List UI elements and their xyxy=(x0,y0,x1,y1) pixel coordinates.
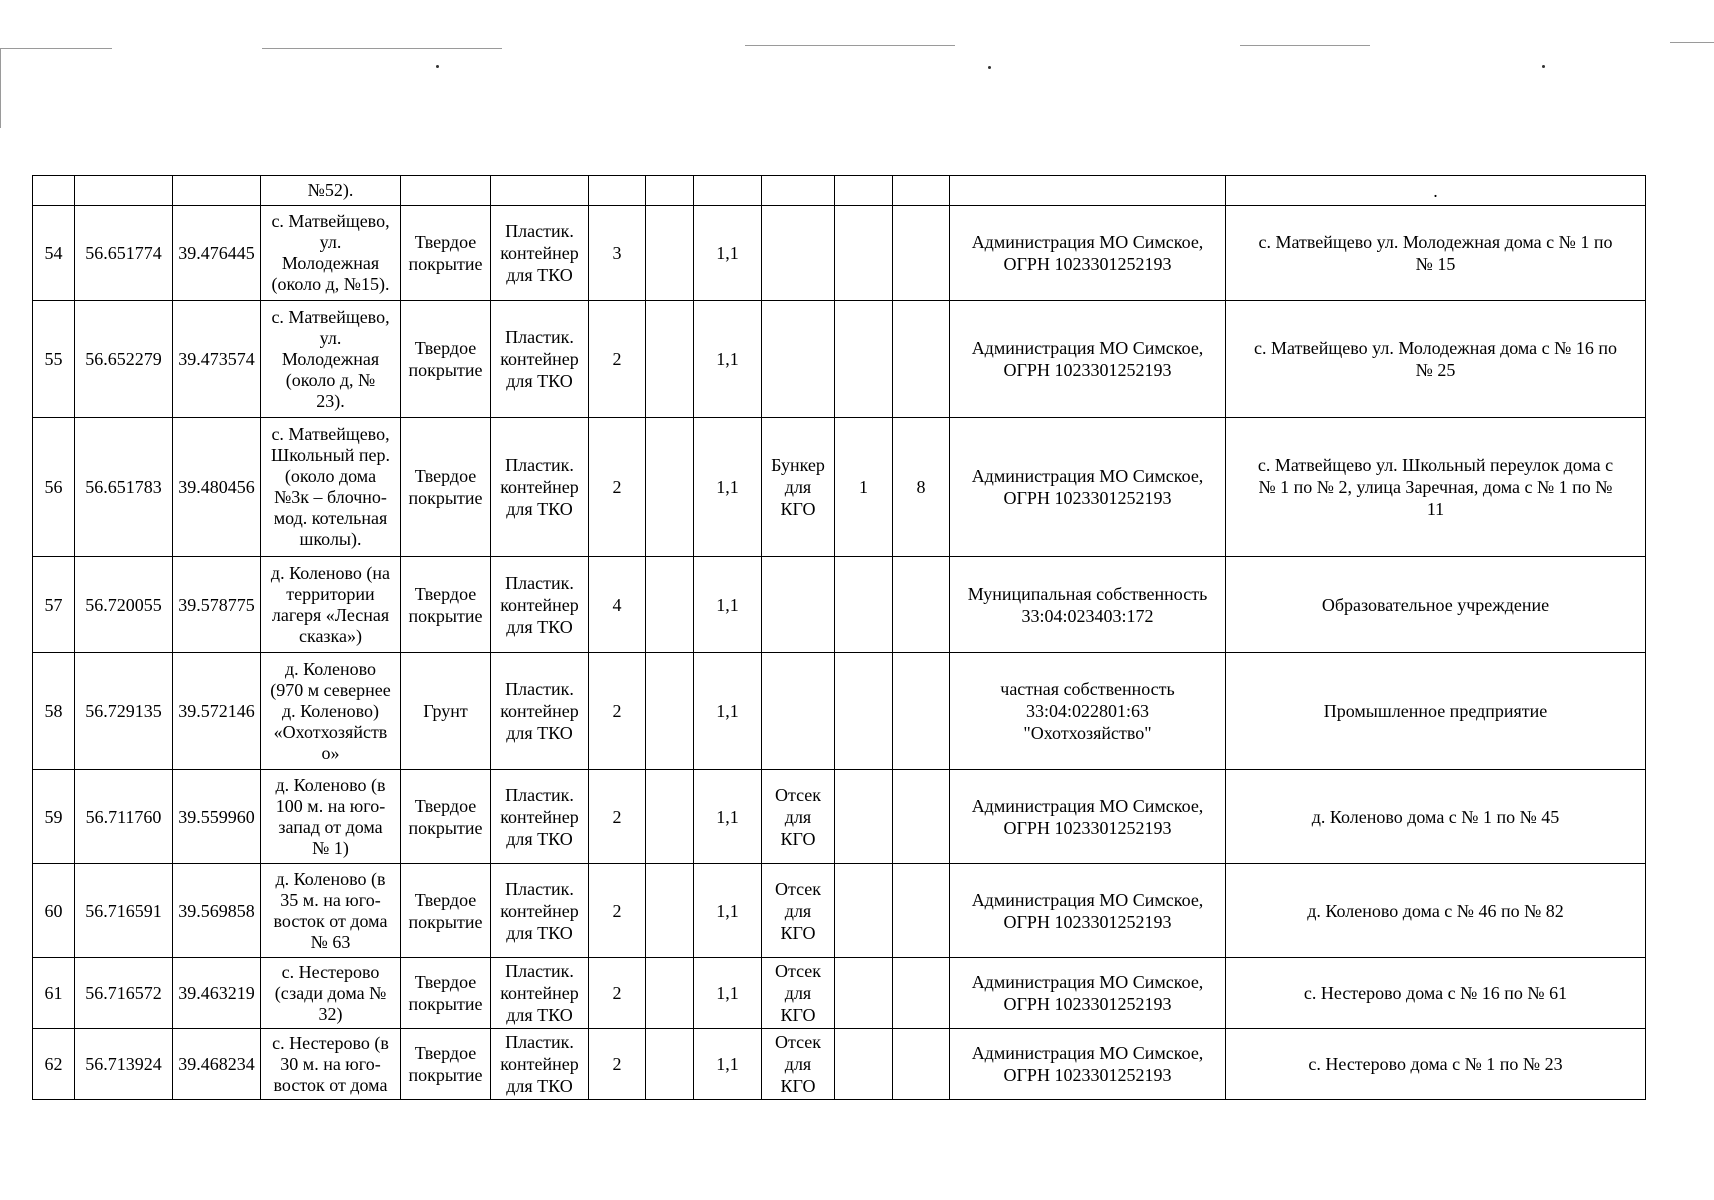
bulky-waste-storage-cell xyxy=(762,176,835,206)
row-number-cell: 55 xyxy=(33,301,75,418)
bulky-waste-volume-cell xyxy=(893,301,950,418)
longitude-cell: 39.572146 xyxy=(173,653,261,770)
bulky-waste-volume-cell xyxy=(893,958,950,1029)
scan-artifact-dot xyxy=(436,65,439,68)
surface-type-cell: Твердое покрытие xyxy=(401,301,491,418)
surface-type-cell: Твердое покрытие xyxy=(401,770,491,864)
served-sources-cell: с. Матвейщево ул. Школьный переулок дома с № 1 по № 2, улица Заречная, дома с № 1 по № 11 xyxy=(1226,418,1646,557)
longitude-cell: 39.578775 xyxy=(173,557,261,653)
served-sources-cell: Образовательное учреждение xyxy=(1226,557,1646,653)
bulky-waste-storage-cell: Отсек для КГО xyxy=(762,1029,835,1100)
container-count-planned-cell xyxy=(646,206,694,301)
scan-artifact-line xyxy=(1240,45,1370,46)
latitude-cell: 56.716572 xyxy=(75,958,173,1029)
container-type-cell: Пластик. контейнер для ТКО xyxy=(491,557,589,653)
site-owner-cell: Муниципальная собственность 33:04:023403:172 xyxy=(950,557,1226,653)
bulky-waste-count-cell xyxy=(835,1029,893,1100)
table-row xyxy=(33,301,1646,418)
container-count-cell: 2 xyxy=(589,958,646,1029)
bulky-waste-storage-cell xyxy=(762,206,835,301)
site-address-cell: №52). xyxy=(261,176,401,206)
site-owner-cell: Администрация МО Симское, ОГРН 1023301252193 xyxy=(950,770,1226,864)
bulky-waste-count-cell xyxy=(835,864,893,958)
bulky-waste-volume-cell xyxy=(893,653,950,770)
scan-artifact-line xyxy=(1670,42,1714,43)
bulky-waste-storage-cell: Отсек для КГО xyxy=(762,864,835,958)
site-owner-cell: Администрация МО Симское, ОГРН 1023301252193 xyxy=(950,958,1226,1029)
site-address-cell: с. Матвейщево, Школьный пер. (около дома №3к – блочно- мод. котельная школы). xyxy=(261,418,401,557)
scan-artifact-line xyxy=(262,48,502,49)
surface-type-cell: Твердое покрытие xyxy=(401,1029,491,1100)
surface-type-cell: Твердое покрытие xyxy=(401,418,491,557)
bulky-waste-count-cell xyxy=(835,301,893,418)
latitude-cell xyxy=(75,176,173,206)
bulky-waste-volume-cell xyxy=(893,176,950,206)
table-row xyxy=(33,557,1646,653)
served-sources-cell: д. Коленово дома с № 1 по № 45 xyxy=(1226,770,1646,864)
table-row xyxy=(33,1029,1646,1100)
container-type-cell xyxy=(491,176,589,206)
surface-type-cell: Твердое покрытие xyxy=(401,864,491,958)
site-address-cell: д. Коленово (в 35 м. на юго- восток от дома № 63 xyxy=(261,864,401,958)
container-volume-cell: 1,1 xyxy=(694,958,762,1029)
surface-type-cell: Твердое покрытие xyxy=(401,206,491,301)
bulky-waste-volume-cell xyxy=(893,864,950,958)
table-row xyxy=(33,770,1646,864)
container-volume-cell: 1,1 xyxy=(694,653,762,770)
container-count-planned-cell xyxy=(646,770,694,864)
longitude-cell: 39.569858 xyxy=(173,864,261,958)
latitude-cell: 56.729135 xyxy=(75,653,173,770)
site-address-cell: с. Матвейщево, ул. Молодежная (около д, №15). xyxy=(261,206,401,301)
bulky-waste-volume-cell: 8 xyxy=(893,418,950,557)
container-volume-cell: 1,1 xyxy=(694,770,762,864)
latitude-cell: 56.713924 xyxy=(75,1029,173,1100)
bulky-waste-storage-cell xyxy=(762,301,835,418)
bulky-waste-storage-cell: Отсек для КГО xyxy=(762,958,835,1029)
container-count-cell: 2 xyxy=(589,864,646,958)
served-sources-cell: с. Нестерово дома с № 1 по № 23 xyxy=(1226,1029,1646,1100)
container-count-planned-cell xyxy=(646,653,694,770)
container-count-planned-cell xyxy=(646,1029,694,1100)
container-type-cell: Пластик. контейнер для ТКО xyxy=(491,418,589,557)
container-type-cell: Пластик. контейнер для ТКО xyxy=(491,864,589,958)
container-count-cell: 2 xyxy=(589,1029,646,1100)
site-owner-cell: Администрация МО Симское, ОГРН 1023301252193 xyxy=(950,1029,1226,1100)
scan-artifact-edge xyxy=(0,48,1,128)
table-row xyxy=(33,864,1646,958)
container-count-cell: 3 xyxy=(589,206,646,301)
bulky-waste-storage-cell: Бункер для КГО xyxy=(762,418,835,557)
table-row xyxy=(33,958,1646,1029)
bulky-waste-count-cell xyxy=(835,176,893,206)
container-volume-cell: 1,1 xyxy=(694,206,762,301)
container-type-cell: Пластик. контейнер для ТКО xyxy=(491,770,589,864)
bulky-waste-count-cell xyxy=(835,206,893,301)
row-number-cell: 56 xyxy=(33,418,75,557)
bulky-waste-count-cell xyxy=(835,653,893,770)
bulky-waste-storage-cell: Отсек для КГО xyxy=(762,770,835,864)
latitude-cell: 56.711760 xyxy=(75,770,173,864)
latitude-cell: 56.716591 xyxy=(75,864,173,958)
bulky-waste-count-cell xyxy=(835,958,893,1029)
scan-artifact-dot xyxy=(1542,65,1545,68)
latitude-cell: 56.720055 xyxy=(75,557,173,653)
bulky-waste-storage-cell xyxy=(762,557,835,653)
waste-sites-table xyxy=(32,175,1646,1100)
bulky-waste-storage-cell xyxy=(762,653,835,770)
site-owner-cell: частная собственность 33:04:022801:63 "Охотхозяйство" xyxy=(950,653,1226,770)
row-number-cell xyxy=(33,176,75,206)
container-count-cell: 2 xyxy=(589,418,646,557)
site-owner-cell xyxy=(950,176,1226,206)
longitude-cell: 39.468234 xyxy=(173,1029,261,1100)
site-address-cell: с. Нестерово (в 30 м. на юго- восток от дома xyxy=(261,1029,401,1100)
container-count-cell: 4 xyxy=(589,557,646,653)
surface-type-cell: Грунт xyxy=(401,653,491,770)
container-type-cell: Пластик. контейнер для ТКО xyxy=(491,301,589,418)
container-count-cell: 2 xyxy=(589,301,646,418)
container-volume-cell xyxy=(694,176,762,206)
site-owner-cell: Администрация МО Симское, ОГРН 1023301252193 xyxy=(950,301,1226,418)
table-row xyxy=(33,206,1646,301)
table-row xyxy=(33,653,1646,770)
served-sources-cell: д. Коленово дома с № 46 по № 82 xyxy=(1226,864,1646,958)
surface-type-cell: Твердое покрытие xyxy=(401,958,491,1029)
site-owner-cell: Администрация МО Симское, ОГРН 1023301252193 xyxy=(950,864,1226,958)
table-row xyxy=(33,418,1646,557)
container-count-cell: 2 xyxy=(589,653,646,770)
site-address-cell: д. Коленово (в 100 м. на юго- запад от дома № 1) xyxy=(261,770,401,864)
row-number-cell: 54 xyxy=(33,206,75,301)
scan-artifact-line xyxy=(0,48,112,49)
row-number-cell: 59 xyxy=(33,770,75,864)
container-volume-cell: 1,1 xyxy=(694,301,762,418)
longitude-cell: 39.559960 xyxy=(173,770,261,864)
container-count-planned-cell xyxy=(646,301,694,418)
container-count-cell: 2 xyxy=(589,770,646,864)
longitude-cell: 39.476445 xyxy=(173,206,261,301)
container-type-cell: Пластик. контейнер для ТКО xyxy=(491,653,589,770)
row-number-cell: 61 xyxy=(33,958,75,1029)
surface-type-cell xyxy=(401,176,491,206)
served-sources-cell: с. Матвейщево ул. Молодежная дома с № 16 по № 25 xyxy=(1226,301,1646,418)
latitude-cell: 56.652279 xyxy=(75,301,173,418)
surface-type-cell: Твердое покрытие xyxy=(401,557,491,653)
scan-artifact-line xyxy=(745,45,955,46)
site-owner-cell: Администрация МО Симское, ОГРН 1023301252193 xyxy=(950,418,1226,557)
container-volume-cell: 1,1 xyxy=(694,864,762,958)
site-owner-cell: Администрация МО Симское, ОГРН 1023301252193 xyxy=(950,206,1226,301)
container-count-planned-cell xyxy=(646,176,694,206)
served-sources-cell: с. Нестерово дома с № 16 по № 61 xyxy=(1226,958,1646,1029)
scan-artifact-dot xyxy=(988,66,991,69)
site-address-cell: с. Матвейщево, ул. Молодежная (около д, № 23). xyxy=(261,301,401,418)
container-type-cell: Пластик. контейнер для ТКО xyxy=(491,1029,589,1100)
container-volume-cell: 1,1 xyxy=(694,418,762,557)
row-number-cell: 62 xyxy=(33,1029,75,1100)
bulky-waste-volume-cell xyxy=(893,770,950,864)
bulky-waste-count-cell: 1 xyxy=(835,418,893,557)
latitude-cell: 56.651774 xyxy=(75,206,173,301)
site-address-cell: с. Нестерово (сзади дома № 32) xyxy=(261,958,401,1029)
table-row xyxy=(33,176,1646,206)
site-address-cell: д. Коленово (на территории лагеря «Лесная сказка») xyxy=(261,557,401,653)
site-address-cell: д. Коленово (970 м севернее д. Коленово) «Охотхозяйств о» xyxy=(261,653,401,770)
bulky-waste-volume-cell xyxy=(893,1029,950,1100)
row-number-cell: 60 xyxy=(33,864,75,958)
longitude-cell: 39.463219 xyxy=(173,958,261,1029)
container-count-planned-cell xyxy=(646,557,694,653)
bulky-waste-volume-cell xyxy=(893,206,950,301)
container-count-planned-cell xyxy=(646,958,694,1029)
latitude-cell: 56.651783 xyxy=(75,418,173,557)
bulky-waste-volume-cell xyxy=(893,557,950,653)
container-count-planned-cell xyxy=(646,864,694,958)
container-volume-cell: 1,1 xyxy=(694,1029,762,1100)
served-sources-cell: Промышленное предприятие xyxy=(1226,653,1646,770)
container-count-planned-cell xyxy=(646,418,694,557)
served-sources-cell: . xyxy=(1226,176,1646,206)
container-volume-cell: 1,1 xyxy=(694,557,762,653)
row-number-cell: 58 xyxy=(33,653,75,770)
container-type-cell: Пластик. контейнер для ТКО xyxy=(491,206,589,301)
row-number-cell: 57 xyxy=(33,557,75,653)
longitude-cell xyxy=(173,176,261,206)
longitude-cell: 39.473574 xyxy=(173,301,261,418)
served-sources-cell: с. Матвейщево ул. Молодежная дома с № 1 по № 15 xyxy=(1226,206,1646,301)
longitude-cell: 39.480456 xyxy=(173,418,261,557)
bulky-waste-count-cell xyxy=(835,770,893,864)
bulky-waste-count-cell xyxy=(835,557,893,653)
container-type-cell: Пластик. контейнер для ТКО xyxy=(491,958,589,1029)
container-count-cell xyxy=(589,176,646,206)
